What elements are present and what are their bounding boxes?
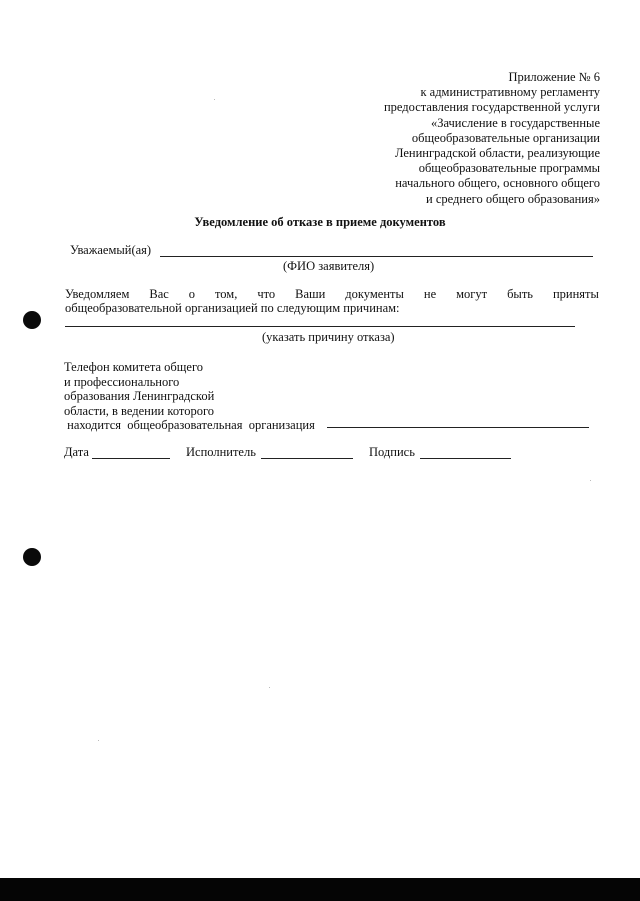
date-label: Дата [64, 445, 89, 459]
applicant-name-line[interactable] [160, 256, 593, 257]
notification-word: могут [456, 287, 488, 301]
notification-word: о [188, 287, 196, 301]
phone-line: области, в ведении которого [64, 403, 215, 418]
applicant-name-caption: (ФИО заявителя) [283, 259, 375, 273]
appendix-header [300, 70, 600, 207]
scan-bottom-edge [0, 878, 640, 901]
phone-line: Телефон комитета общего [64, 360, 204, 374]
reason-line[interactable] [65, 326, 575, 327]
notification-first-line [65, 287, 599, 302]
notification-second-line: общеобразовательной организацией по следующим причинам: [65, 301, 400, 315]
notification-word: что [257, 287, 276, 301]
notification-word: приняты [552, 287, 599, 301]
appendix-line: и среднего общего образования» [426, 191, 600, 206]
notification-word: том, [214, 287, 238, 301]
date-line[interactable] [92, 458, 170, 459]
scan-speck [590, 480, 591, 481]
notification-word: не [423, 287, 437, 301]
greeting-label: Уважаемый(ая) [70, 243, 152, 257]
appendix-line: общеобразовательные организации [411, 130, 600, 145]
phone-line: находится общеобразовательная организация [64, 418, 315, 433]
appendix-line: предоставления государственной услуги [383, 100, 600, 115]
document-title: Уведомление об отказе в приеме документов [194, 215, 446, 229]
notification-word: Уведомляем [65, 287, 130, 301]
scan-speck [98, 740, 99, 741]
signature-label: Подпись [369, 445, 415, 459]
punch-hole-top [23, 311, 41, 329]
appendix-line: к административному регламенту [420, 85, 600, 100]
scan-speck [269, 687, 270, 688]
appendix-line: «Зачисление в государственные [430, 115, 600, 130]
notification-word: Ваши [295, 287, 326, 301]
executor-label: Исполнитель [186, 445, 256, 459]
phone-block [64, 360, 315, 433]
signature-line[interactable] [420, 458, 511, 459]
executor-line[interactable] [261, 458, 353, 459]
notification-word: быть [507, 287, 533, 301]
phone-number-line[interactable] [327, 427, 589, 428]
phone-line: и профессионального [64, 374, 180, 389]
notification-word: документы [345, 287, 404, 301]
reason-caption: (указать причину отказа) [262, 330, 395, 344]
appendix-line: начального общего, основного общего [395, 176, 600, 191]
scan-speck [214, 99, 215, 100]
appendix-line: Приложение № 6 [508, 70, 600, 84]
notification-word: Вас [149, 287, 169, 301]
appendix-line: общеобразовательные программы [418, 161, 600, 176]
appendix-line: Ленинградской области, реализующие [394, 146, 600, 161]
phone-line: образования Ленинградской [64, 389, 215, 404]
punch-hole-bottom [23, 548, 41, 566]
